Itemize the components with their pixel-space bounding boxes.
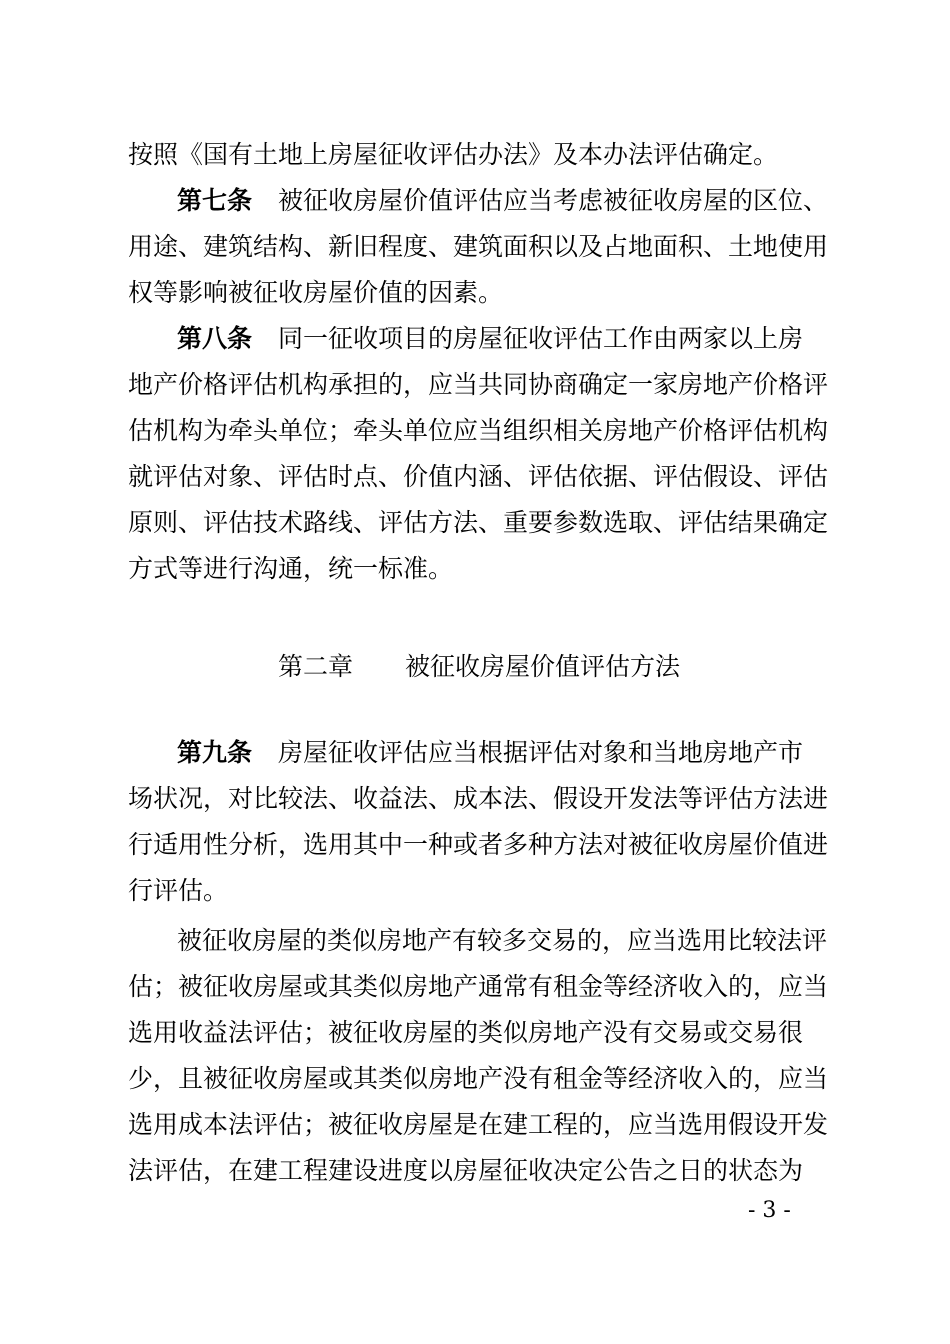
paragraph-start-line xyxy=(177,918,833,964)
text-line xyxy=(128,224,833,270)
line-text: 原则、评估技术路线、评估方法、重要参数选取、评估结果确定 xyxy=(128,508,829,537)
text-line xyxy=(128,362,833,408)
line-text: 按照《国有土地上房屋征收评估办法》及本办法评估确定。 xyxy=(128,140,779,169)
line-text: 方式等进行沟通，统一标准。 xyxy=(128,554,454,583)
line-text: 被征收房屋价值评估应当考虑被征收房屋的区位、 xyxy=(278,186,829,215)
text-line xyxy=(128,408,833,454)
article-8-heading-line xyxy=(177,316,833,362)
text-line xyxy=(128,1010,833,1056)
text-line xyxy=(128,500,833,546)
text-line xyxy=(128,132,833,178)
line-text: 行适用性分析，选用其中一种或者多种方法对被征收房屋价值进 xyxy=(128,830,829,859)
line-text: 场状况，对比较法、收益法、成本法、假设开发法等评估方法进 xyxy=(128,784,829,813)
text-line xyxy=(128,964,833,1010)
line-text: 同一征收项目的房屋征收评估工作由两家以上房 xyxy=(278,324,804,353)
line-text: 就评估对象、评估时点、价值内涵、评估依据、评估假设、评估 xyxy=(128,462,829,491)
line-text: 行评估。 xyxy=(128,876,229,905)
article-label: 第八条 xyxy=(177,324,253,353)
line-text: 选用收益法评估；被征收房屋的类似房地产没有交易或交易很 xyxy=(128,1018,804,1047)
line-text: 选用成本法评估；被征收房屋是在建工程的，应当选用假设开发 xyxy=(128,1110,829,1139)
article-label: 第七条 xyxy=(177,186,253,215)
text-line xyxy=(128,868,833,914)
line-text: 用途、建筑结构、新旧程度、建筑面积以及占地面积、土地使用 xyxy=(128,232,829,261)
line-text: 房屋征收评估应当根据评估对象和当地房地产市 xyxy=(278,738,804,767)
chapter-title: 被征收房屋价值评估方法 xyxy=(405,652,681,681)
text-line xyxy=(128,776,833,822)
line-text: 被征收房屋的类似房地产有较多交易的，应当选用比较法评 xyxy=(177,926,828,955)
text-line xyxy=(128,270,833,316)
chapter-heading xyxy=(278,644,680,690)
text-line xyxy=(128,454,833,500)
line-text: 估；被征收房屋或其类似房地产通常有租金等经济收入的，应当 xyxy=(128,972,829,1001)
chapter-number: 第二章 xyxy=(278,652,354,681)
text-line xyxy=(128,822,833,868)
article-9-heading-line xyxy=(177,730,833,776)
line-text: 少，且被征收房屋或其类似房地产没有租金等经济收入的，应当 xyxy=(128,1064,829,1093)
text-line xyxy=(128,1102,833,1148)
line-text: 法评估，在建工程建设进度以房屋征收决定公告之日的状态为 xyxy=(128,1156,804,1185)
line-text: 权等影响被征收房屋价值的因素。 xyxy=(128,278,504,307)
article-7-heading-line xyxy=(177,178,833,224)
article-label: 第九条 xyxy=(177,738,253,767)
text-line xyxy=(128,1148,833,1194)
line-text: 地产价格评估机构承担的，应当共同协商确定一家房地产价格评 xyxy=(128,370,829,399)
text-line xyxy=(128,546,833,592)
page-number: - 3 - xyxy=(748,1198,791,1223)
text-line xyxy=(128,1056,833,1102)
line-text: 估机构为牵头单位；牵头单位应当组织相关房地产价格评估机构 xyxy=(128,416,829,445)
